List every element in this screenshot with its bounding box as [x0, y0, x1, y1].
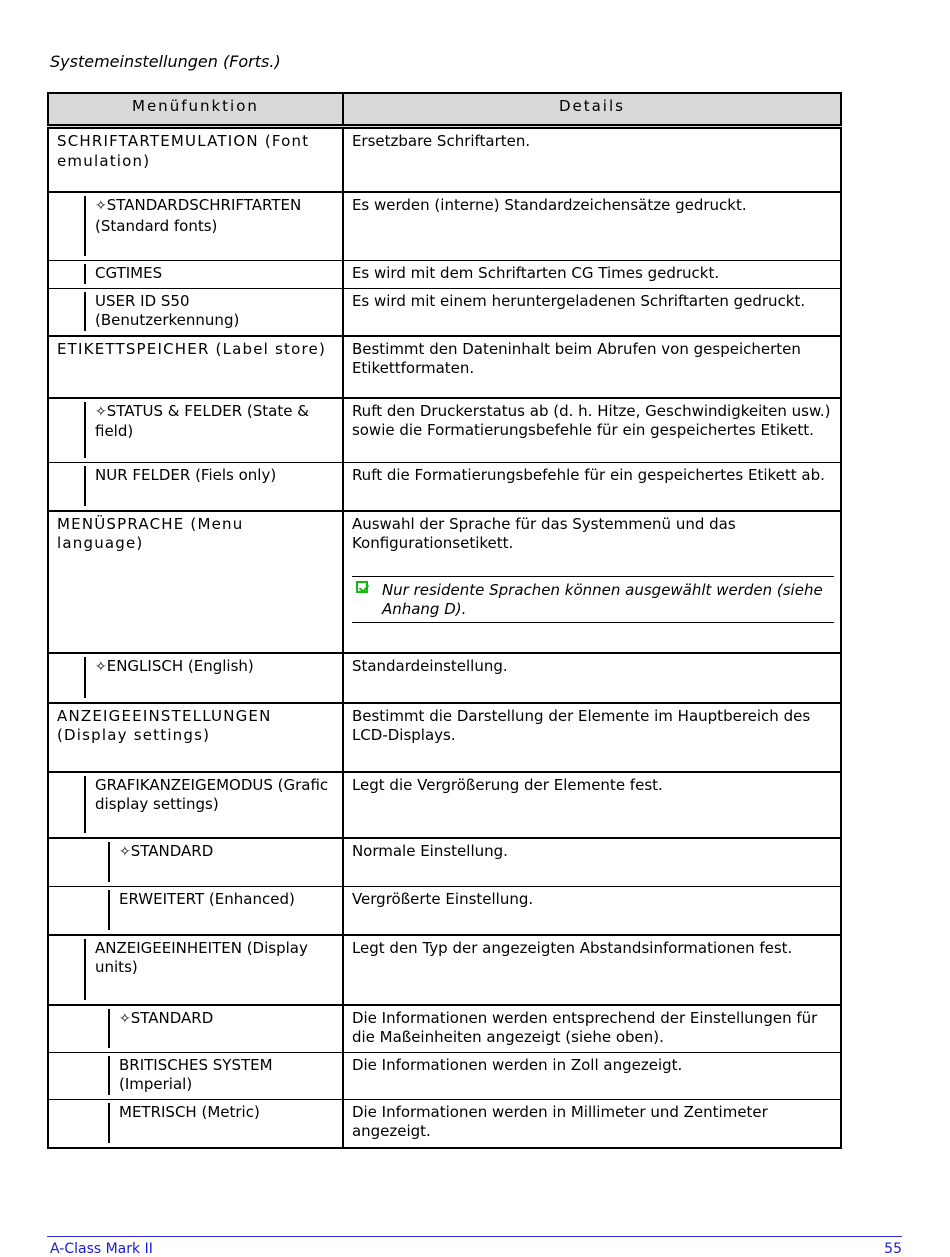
details-cell [343, 935, 841, 1005]
menu-function-label: GRAFIKANZEIGEMODUS (Grafic display settings) [95, 775, 329, 813]
details-text: Bestimmt den Dateninhalt beim Abrufen von gespeicherten Etikettformaten. [351, 339, 801, 377]
details-text: Ruft den Druckerstatus ab (d. h. Hitze, Geschwindigkeiten usw.) sowie die Formatierungsbefehle für ein gespeichertes Etikett. [351, 401, 831, 439]
table-body [48, 127, 841, 1148]
menu-function-cell [48, 336, 343, 398]
menu-function-label: CGTIMES [95, 264, 163, 282]
table-header-row [48, 93, 841, 127]
menu-function-cell [48, 886, 343, 935]
page-title: Systemeinstellungen (Forts.) [50, 52, 281, 71]
default-marker-icon: ✧ [119, 843, 131, 860]
details-text: Es wird mit einem heruntergeladenen Schriftarten gedruckt. [351, 291, 806, 310]
table-row [48, 1099, 841, 1148]
details-text: Es werden (interne) Standardzeichensätze gedruckt. [351, 196, 747, 214]
menu-function-label: ENGLISCH (English) [106, 656, 254, 675]
details-cell [343, 398, 841, 463]
default-marker-icon: ✧ [119, 1010, 131, 1027]
checkmark-icon [356, 581, 368, 593]
details-cell [343, 462, 841, 511]
menu-function-cell [48, 838, 343, 887]
menu-function-cell [48, 1005, 343, 1053]
details-text: Auswahl der Sprache für das Systemmenü und das Konfigurationsetikett. [351, 514, 736, 552]
table-row [48, 703, 841, 772]
table-row [48, 261, 841, 289]
menu-function-cell [48, 462, 343, 511]
menu-function-cell [48, 1052, 343, 1099]
column-header-function: Menüfunktion [48, 93, 343, 127]
menu-function-cell [48, 192, 343, 261]
default-marker-icon: ✧ [95, 403, 107, 420]
table-row [48, 1052, 841, 1099]
menu-function-cell [48, 772, 343, 838]
details-text: Legt die Vergrößerung der Elemente fest. [351, 775, 663, 794]
menu-function-label: ANZEIGEEINHEITEN (Display units) [95, 938, 308, 976]
menu-function-label: STANDARD [130, 841, 214, 860]
menu-function-label: STANDARDSCHRIFTARTEN (Standard fonts) [95, 196, 302, 235]
details-text: Die Informationen werden in Millimeter und Zentimeter angezeigt. [351, 1102, 768, 1140]
table-row [48, 886, 841, 935]
details-cell [343, 886, 841, 935]
details-cell [343, 838, 841, 887]
details-cell [343, 1052, 841, 1099]
details-text: Standardeinstellung. [351, 656, 508, 675]
details-cell [343, 703, 841, 772]
menu-function-label: USER ID S50 (Benutzerkennung) [95, 291, 240, 329]
menu-function-label: ERWEITERT (Enhanced) [119, 889, 295, 908]
table-row [48, 288, 841, 336]
details-cell [343, 192, 841, 261]
column-header-details: Details [343, 93, 841, 127]
menu-function-label: STANDARD [130, 1008, 214, 1027]
table-row [48, 653, 841, 703]
details-text: Die Informationen werden entsprechend der Einstellungen für die Maßeinheiten angezeigt (siehe oben). [351, 1008, 818, 1046]
note-box [352, 576, 834, 623]
default-marker-icon: ✧ [95, 658, 107, 675]
table-row [48, 935, 841, 1005]
details-cell [343, 1005, 841, 1053]
details-text: Legt den Typ der angezeigten Abstandsinformationen fest. [351, 938, 793, 957]
table-row [48, 127, 841, 193]
details-cell [343, 288, 841, 336]
menu-function-cell [48, 261, 343, 289]
menu-function-table [47, 92, 842, 1149]
details-text: Es wird mit dem Schriftarten CG Times gedruckt. [351, 264, 720, 282]
details-text: Die Informationen werden in Zoll angezeigt. [351, 1055, 683, 1074]
menu-function-label: ETIKETTSPEICHER (Label store) [57, 339, 327, 358]
menu-function-cell [48, 935, 343, 1005]
menu-function-label: MENÜSPRACHE (Menu language) [57, 514, 244, 552]
default-marker-icon: ✧ [95, 198, 107, 214]
menu-function-label: SCHRIFTARTEMULATION (Font emulation) [57, 132, 310, 170]
table-row [48, 1005, 841, 1053]
details-cell [343, 653, 841, 703]
menu-function-label: NUR FELDER (Fiels only) [95, 465, 277, 484]
details-cell [343, 127, 841, 193]
details-cell [343, 511, 841, 653]
details-text: Vergrößerte Einstellung. [351, 889, 534, 908]
table-row [48, 838, 841, 887]
table-row [48, 772, 841, 838]
details-cell [343, 261, 841, 289]
details-text: Ersetzbare Schriftarten. [351, 132, 531, 150]
footer-page-number: 55 [884, 1241, 902, 1257]
footer-product-name: A-Class Mark II [50, 1241, 153, 1257]
menu-function-cell [48, 1099, 343, 1148]
table-row [48, 462, 841, 511]
menu-function-cell [48, 398, 343, 463]
details-cell [343, 1099, 841, 1148]
details-cell [343, 772, 841, 838]
footer-rule [47, 1236, 902, 1237]
table-row [48, 192, 841, 261]
details-text: Normale Einstellung. [351, 841, 508, 860]
table-row [48, 398, 841, 463]
table-row [48, 336, 841, 398]
menu-function-cell [48, 511, 343, 653]
menu-function-cell [48, 703, 343, 772]
note-text: Nur residente Sprachen können ausgewählt werden (siehe Anhang D). [381, 580, 823, 618]
menu-function-label: BRITISCHES SYSTEM (Imperial) [119, 1055, 273, 1093]
menu-function-label: ANZEIGEEINSTELLUNGEN (Display settings) [57, 706, 272, 744]
details-text: Bestimmt die Darstellung der Elemente im Hauptbereich des LCD-Displays. [351, 706, 811, 744]
details-cell [343, 336, 841, 398]
details-text: Ruft die Formatierungsbefehle für ein gespeichertes Etikett ab. [351, 465, 825, 484]
menu-function-label: STATUS & FELDER (State & field) [95, 401, 309, 440]
table-row [48, 511, 841, 653]
menu-function-label: METRISCH (Metric) [119, 1102, 260, 1121]
menu-function-cell [48, 127, 343, 193]
menu-function-cell [48, 288, 343, 336]
menu-function-cell [48, 653, 343, 703]
